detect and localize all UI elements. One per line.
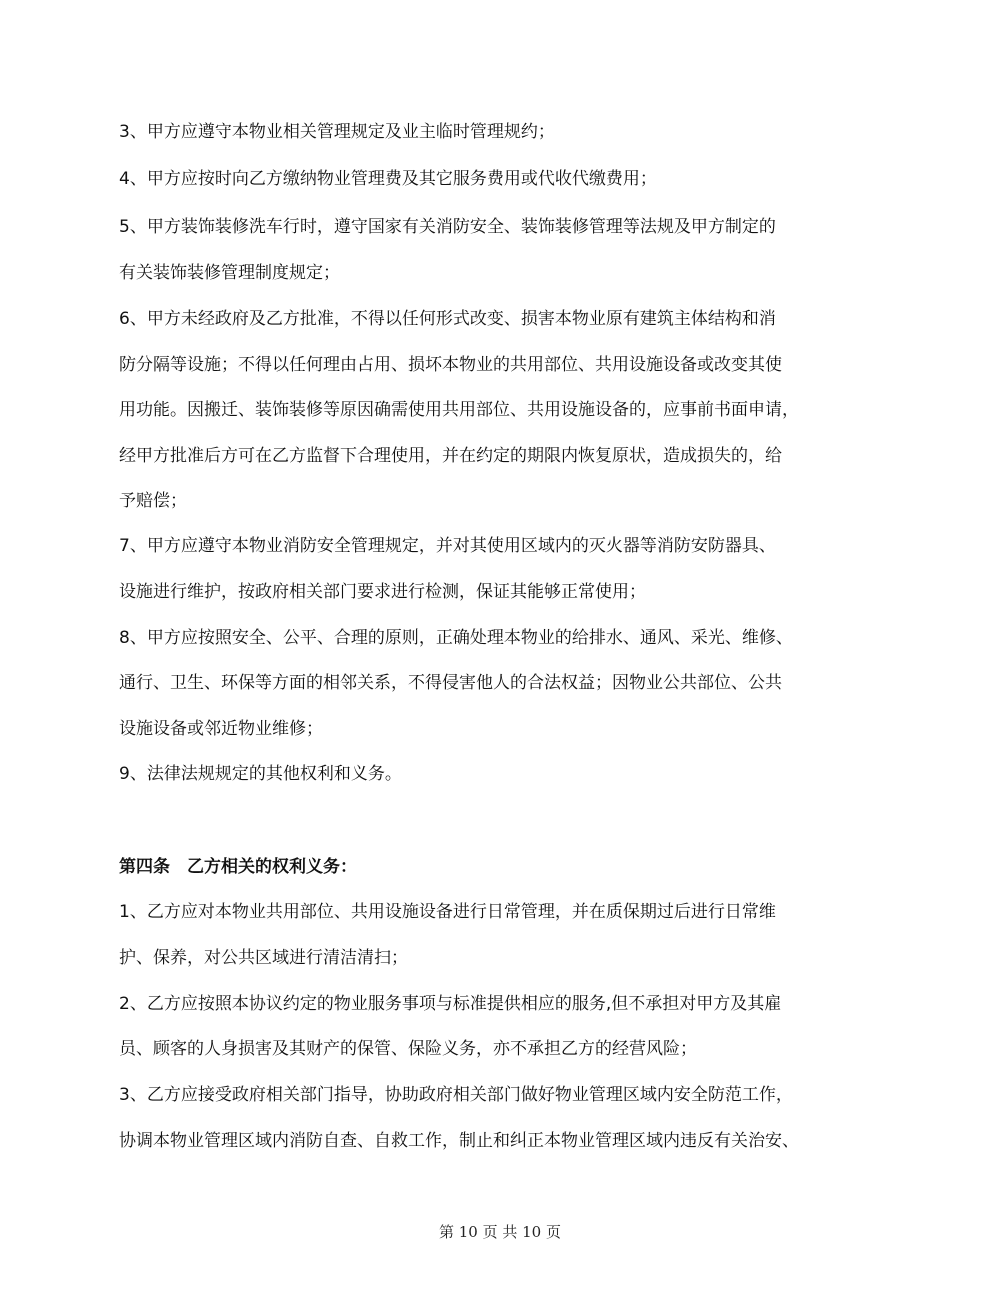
- paragraph-line: 3、甲方应遵守本物业相关管理规定及业主临时管理规约；: [119, 122, 555, 142]
- paragraph-line: 9、法律法规规定的其他权利和义务。: [119, 764, 402, 784]
- paragraph-line: 设施设备或邻近物业维修；: [119, 719, 323, 739]
- paragraph-line: 6、甲方未经政府及乙方批准，不得以任何形式改变、损害本物业原有建筑主体结构和消: [119, 309, 776, 329]
- paragraph-line: 协调本物业管理区域内消防自查、自救工作，制止和纠正本物业管理区域内违反有关治安、: [119, 1131, 799, 1151]
- paragraph-line: 7、甲方应遵守本物业消防安全管理规定，并对其使用区域内的灭火器等消防安防器具、: [119, 536, 776, 556]
- paragraph-line: 通行、卫生、环保等方面的相邻关系，不得侵害他人的合法权益；因物业公共部位、公共: [119, 673, 782, 693]
- paragraph-line: 3、乙方应接受政府相关部门指导，协助政府相关部门做好物业管理区域内安全防范工作，: [119, 1085, 793, 1105]
- paragraph-line: 用功能。因搬迁、装饰装修等原因确需使用共用部位、共用设施设备的，应事前书面申请，: [119, 400, 799, 420]
- paragraph-line: 4、甲方应按时向乙方缴纳物业管理费及其它服务费用或代收代缴费用；: [119, 169, 657, 189]
- paragraph-line: 有关装饰装修管理制度规定；: [119, 263, 340, 283]
- paragraph-line: 1、乙方应对本物业共用部位、共用设施设备进行日常管理，并在质保期过后进行日常维: [119, 902, 776, 922]
- page-footer: 第 10 页 共 10 页: [438, 1223, 561, 1241]
- section-heading: 第四条 乙方相关的权利义务：: [119, 857, 357, 877]
- paragraph-line: 设施进行维护，按政府相关部门要求进行检测，保证其能够正常使用；: [119, 582, 646, 602]
- paragraph-line: 经甲方批准后方可在乙方监督下合理使用，并在约定的期限内恢复原状，造成损失的，给: [119, 446, 782, 466]
- paragraph-line: 予赔偿；: [119, 491, 187, 511]
- paragraph-line: 员、顾客的人身损害及其财产的保管、保险义务，亦不承担乙方的经营风险；: [119, 1039, 697, 1059]
- paragraph-line: 护、保养，对公共区域进行清洁清扫；: [119, 948, 408, 968]
- paragraph-line: 2、乙方应按照本协议约定的物业服务事项与标准提供相应的服务,但不承担对甲方及其雇: [119, 994, 782, 1014]
- paragraph-line: 5、甲方装饰装修洗车行时，遵守国家有关消防安全、装饰装修管理等法规及甲方制定的: [119, 217, 776, 237]
- paragraph-line: 防分隔等设施；不得以任何理由占用、损坏本物业的共用部位、共用设施设备或改变其使: [119, 355, 782, 375]
- paragraph-line: 8、甲方应按照安全、公平、合理的原则，正确处理本物业的给排水、通风、采光、维修、: [119, 628, 793, 648]
